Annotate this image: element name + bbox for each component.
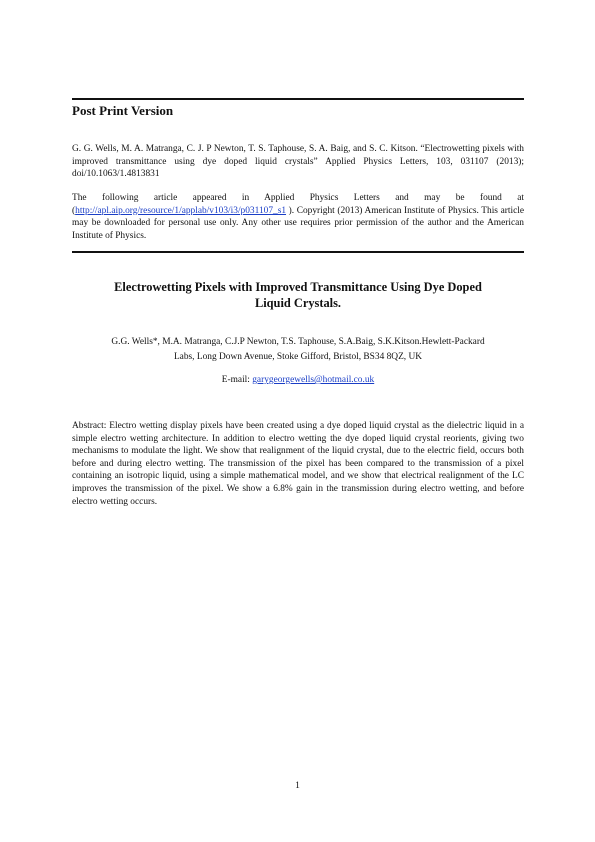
paper-title	[72, 280, 524, 311]
notice-text-before: The following article appeared in Applied Physics Letters and may be found at (	[72, 193, 524, 216]
post-print-heading: Post Print Version	[72, 103, 174, 118]
notice-text-after: ). Copyright (2013) American Institute of Physics. This article may be downloaded for personal use only. Any other use requires prior permission of the author and the American Institute of Physics.	[72, 205, 524, 241]
authors-line-2: Labs, Long Down Avenue, Stoke Gifford, Bristol, BS34 8QZ, UK	[173, 351, 423, 362]
authors-line-1: G.G. Wells*, M.A. Matranga, C.J.P Newton, T.S. Taphouse, S.A.Baig, S.K.Kitson.Hewlett-Packard	[111, 337, 485, 347]
paper-title-line-2: Liquid Crystals.	[254, 295, 342, 310]
citation-paragraph: G. G. Wells, M. A. Matranga, C. J. P Newton, T. S. Taphouse, S. A. Baig, and S. C. Kitson. “Electrowetting pixels with improved transmittance using dye doped liquid crystals” Applied Physics Letters, 103, 031107 (2013); doi/10.1063/1.4813831	[72, 144, 524, 180]
email-link[interactable]: garygeorgewells@hotmail.co.uk	[252, 375, 375, 385]
middle-divider	[72, 251, 524, 253]
abstract-paragraph: Abstract: Electro wetting display pixels have been created using a dye doped liquid crystal as the dielectric liquid in a simple electro wetting architecture. In addition to electro wetting the dye doped liquid crystal reorients, giving two mechanisms to modulate the light. We show that realignment of the liquid crystal, due to the electric field, occurs both before and during electro wetting. The transmission of the pixel has been compared to the transmission of a pixel containing an isotropic liquid, using a simple mathematical model, and we show that electrical realignment of the LC improves the transmission of the pixel. We show a 6.8% gain in the transmission during electro wetting, and before electro wetting occurs.	[72, 421, 524, 507]
article-link[interactable]: http://apl.aip.org/resource/1/applab/v103/i3/p031107_s1	[75, 205, 287, 216]
page-number: 1	[295, 781, 300, 791]
email-label: E-mail:	[221, 375, 253, 385]
author-list	[72, 335, 524, 364]
copyright-notice	[72, 192, 524, 242]
top-divider	[72, 98, 524, 100]
email-line	[72, 375, 524, 385]
paper-title-line-1: Electrowetting Pixels with Improved Transmittance Using Dye Doped	[114, 280, 482, 294]
